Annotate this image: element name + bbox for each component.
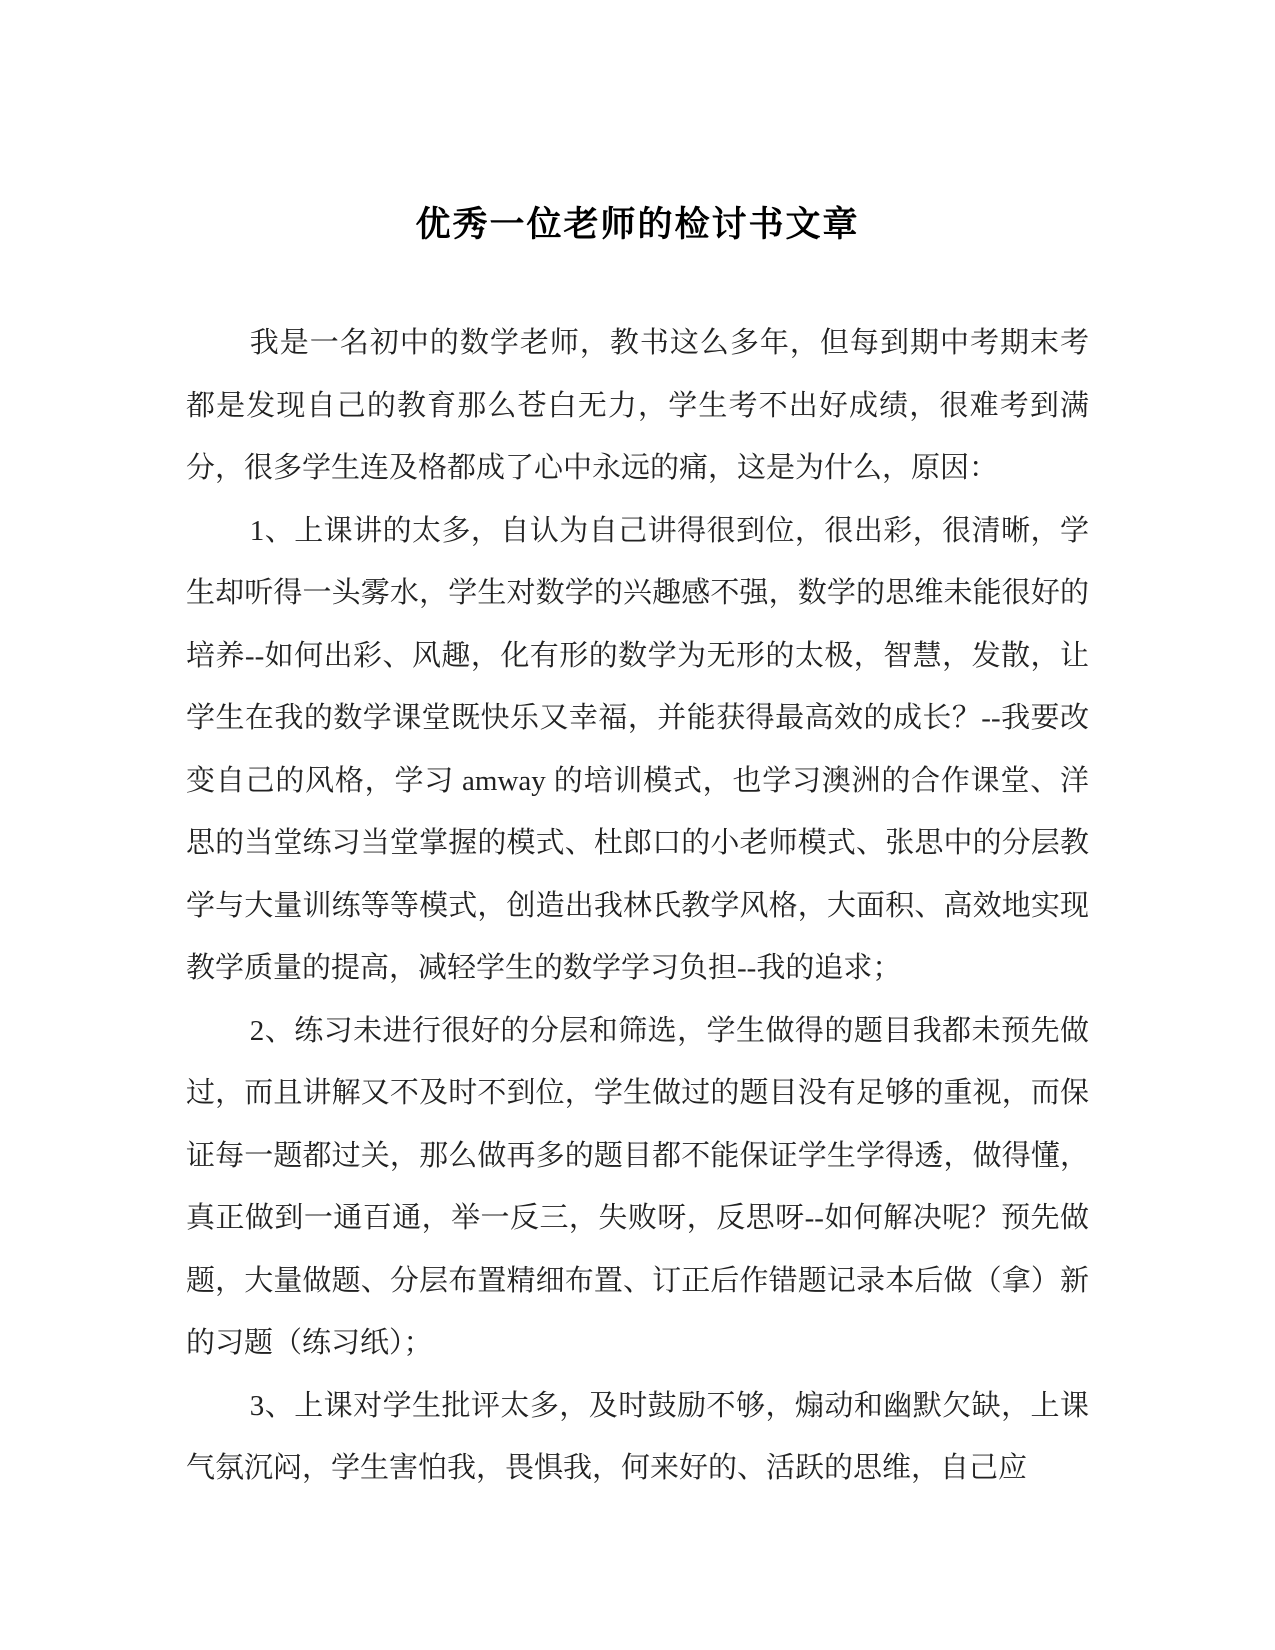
- document-title: 优秀一位老师的检讨书文章: [415, 205, 860, 244]
- document-body: [186, 312, 1089, 1500]
- paragraph-intro: 我是一名初中的数学老师，教书这么多年，但每到期中考期末考都是发现自己的教育那么苍白无力，学生考不出好成绩，很难考到满分，很多学生连及格都成了心中永远的痛，这是为什么，原因：: [186, 327, 1089, 484]
- paragraph-point-1: 1、上课讲的太多，自认为自己讲得很到位，很出彩，很清晰，学生却听得一头雾水，学生对数学的兴趣感不强，数学的思维未能很好的培养--如何出彩、风趣，化有形的数学为无形的太极，智慧，发散，让学生在我的数学课堂既快乐又幸福，并能获得最高效的成长？--我要改变自己的风格，学习 amway 的培训模式，也学习澳洲的合作课堂、洋思的当堂练习当堂掌握的模式、杜郎口的小老师模式、张思中的分层教学与大量训练等等模式，创造出我林氏教学风格，大面积、高效地实现教学质量的提高，减轻学生的数学学习负担--我的追求；: [186, 514, 1089, 984]
- paragraph-point-2: 2、练习未进行很好的分层和筛选，学生做得的题目我都未预先做过，而且讲解又不及时不到位，学生做过的题目没有足够的重视，而保证每一题都过关，那么做再多的题目都不能保证学生学得透，做得懂，真正做到一通百通，举一反三，失败呀，反思呀--如何解决呢？预先做题，大量做题、分层布置精细布置、订正后作错题记录本后做（拿）新的习题（练习纸）；: [186, 1014, 1089, 1359]
- paragraph-point-3: 3、上课对学生批评太多，及时鼓励不够，煽动和幽默欠缺，上课气氛沉闷，学生害怕我，畏惧我，何来好的、活跃的思维，自己应: [186, 1389, 1089, 1484]
